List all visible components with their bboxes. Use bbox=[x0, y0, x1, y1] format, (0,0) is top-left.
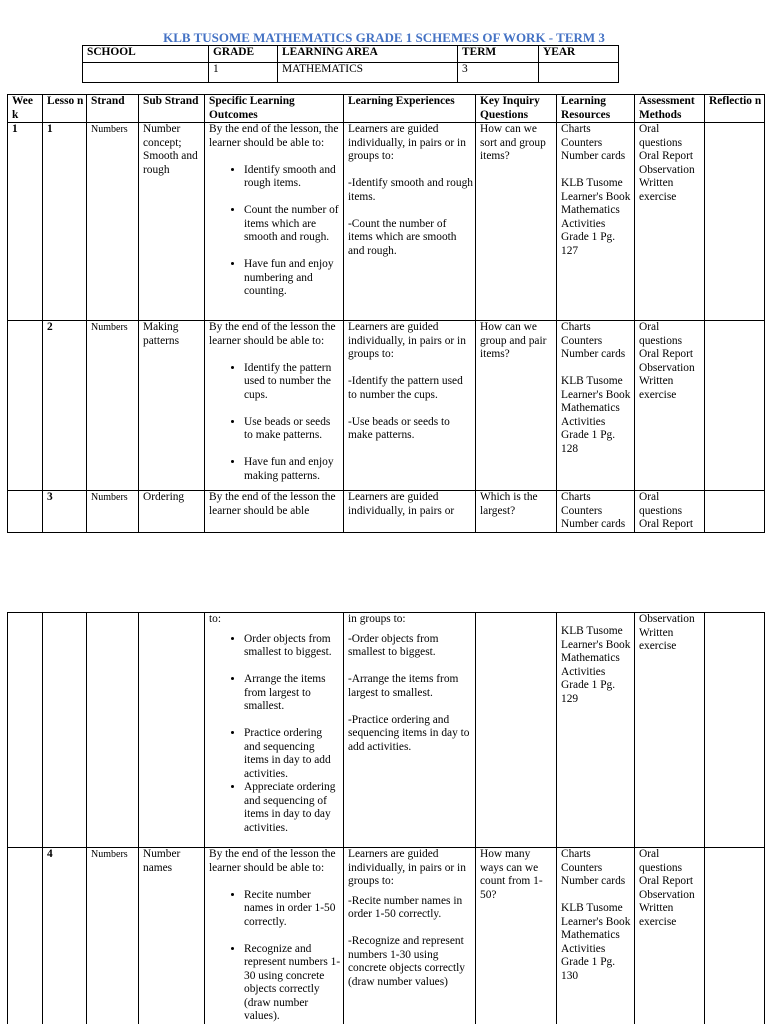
question-cell bbox=[476, 613, 557, 848]
table-row bbox=[8, 848, 765, 1024]
assessment-cell: Oral questions Oral Report Observation Written exercise bbox=[635, 321, 705, 491]
table-row bbox=[8, 123, 765, 321]
experience-item: -Recognize and represent numbers 1-30 using concrete objects correctly (draw number values) bbox=[348, 935, 466, 988]
experience-intro: Learners are guided individually, in pairs or in groups to: bbox=[348, 123, 466, 162]
experience-intro: Learners are guided individually, in pairs or in groups to: bbox=[348, 321, 466, 360]
column-header-assessment: Assessment Methods bbox=[635, 95, 705, 123]
experience-item: -Recite number names in order 1-50 correctly. bbox=[348, 894, 463, 920]
week-cell bbox=[8, 848, 43, 1024]
experiences-cell: Learners are guided individually, in pairs or bbox=[344, 491, 476, 533]
outcome-intro: By the end of the lesson the learner should be able to: bbox=[209, 321, 336, 347]
experiences-cell bbox=[344, 613, 476, 848]
reflection-cell bbox=[705, 848, 765, 1024]
outcome-item: • Identify smooth and rough items. bbox=[244, 164, 341, 191]
resources-materials: Charts Counters Number cards bbox=[561, 321, 626, 360]
outcome-item: • Have fun and enjoy numbering and counting. bbox=[244, 258, 341, 299]
outcome-item: • Use beads or seeds to make patterns. bbox=[244, 416, 341, 443]
info-value-year bbox=[539, 63, 619, 83]
lesson-cell: 4 bbox=[43, 848, 87, 1024]
resources-cell bbox=[557, 321, 635, 491]
reflection-cell bbox=[705, 321, 765, 491]
info-header-learning-area: LEARNING AREA bbox=[278, 46, 458, 63]
info-value-learning-area: MATHEMATICS bbox=[278, 63, 458, 83]
resources-book: KLB Tusome Learner's Book Mathematics Activities Grade 1 Pg. 129 bbox=[561, 625, 631, 705]
column-header-lesson: Lesso n bbox=[43, 95, 87, 123]
reflection-cell bbox=[705, 491, 765, 533]
assessment-cell: Observation Written exercise bbox=[635, 613, 705, 848]
table-row bbox=[8, 321, 765, 491]
info-value-term: 3 bbox=[458, 63, 539, 83]
experience-item: -Arrange the items from largest to smallest. bbox=[348, 673, 459, 699]
sub-strand-cell: Making patterns bbox=[139, 321, 205, 491]
experience-item: -Order objects from smallest to biggest. bbox=[348, 632, 439, 658]
experience-intro: Learners are guided individually, in pairs or in groups to: bbox=[348, 848, 466, 887]
outcomes-cell: By the end of the lesson the learner should be able bbox=[205, 491, 344, 533]
sub-strand-cell: Number names bbox=[139, 848, 205, 1024]
column-header-sub-strand: Sub Strand bbox=[139, 95, 205, 123]
outcomes-cell bbox=[205, 123, 344, 321]
question-cell: How many ways can we count from 1-50? bbox=[476, 848, 557, 1024]
table-row bbox=[8, 491, 765, 533]
question-cell: Which is the largest? bbox=[476, 491, 557, 533]
info-header-school: SCHOOL bbox=[83, 46, 209, 63]
question-cell: How can we group and pair items? bbox=[476, 321, 557, 491]
outcome-intro: By the end of the lesson, the learner should be able to: bbox=[209, 123, 339, 149]
outcome-item: • Have fun and enjoy making patterns. bbox=[244, 456, 341, 483]
resources-book: KLB Tusome Learner's Book Mathematics Activities Grade 1 Pg. 130 bbox=[561, 902, 631, 982]
resources-cell bbox=[557, 613, 635, 848]
column-header-experiences: Learning Experiences bbox=[344, 95, 476, 123]
experience-item: -Identify the pattern used to number the cups. bbox=[348, 375, 463, 401]
outcome-item: • Appreciate ordering and sequencing of items in day to day activities. bbox=[244, 781, 341, 835]
lesson-cell bbox=[43, 613, 87, 848]
column-header-week: Wee k bbox=[8, 95, 43, 123]
column-header-outcomes: Specific Learning Outcomes bbox=[205, 95, 344, 123]
strand-cell: Numbers bbox=[87, 123, 139, 321]
strand-cell: Numbers bbox=[87, 491, 139, 533]
outcome-item: • Arrange the items from largest to smallest. bbox=[244, 673, 341, 714]
experience-item: -Use beads or seeds to make patterns. bbox=[348, 415, 450, 441]
outcome-item: • Order objects from smallest to biggest. bbox=[244, 633, 341, 660]
reflection-cell bbox=[705, 613, 765, 848]
outcomes-cell bbox=[205, 613, 344, 848]
resources-cell bbox=[557, 848, 635, 1024]
strand-cell bbox=[87, 613, 139, 848]
resources-cell: Charts Counters Number cards bbox=[557, 491, 635, 533]
column-header-reflection: Reflectio n bbox=[705, 95, 765, 123]
sub-strand-cell bbox=[139, 613, 205, 848]
resources-book: KLB Tusome Learner's Book Mathematics Activities Grade 1 Pg. 127 bbox=[561, 177, 631, 257]
lesson-cell: 2 bbox=[43, 321, 87, 491]
info-value-school bbox=[83, 63, 209, 83]
lesson-cell: 3 bbox=[43, 491, 87, 533]
resources-cell bbox=[557, 123, 635, 321]
info-value-grade: 1 bbox=[209, 63, 278, 83]
info-header-grade: GRADE bbox=[209, 46, 278, 63]
week-cell bbox=[8, 491, 43, 533]
table-row bbox=[8, 613, 765, 848]
column-header-questions: Key Inquiry Questions bbox=[476, 95, 557, 123]
outcome-item: • Recite number names in order 1-50 correctly. bbox=[244, 889, 341, 930]
week-cell: 1 bbox=[8, 123, 43, 321]
assessment-cell: Oral questions Oral Report Observation Written exercise bbox=[635, 123, 705, 321]
outcome-intro: By the end of the lesson the learner should be able to: bbox=[209, 848, 336, 874]
strand-cell: Numbers bbox=[87, 321, 139, 491]
outcomes-cell bbox=[205, 321, 344, 491]
scheme-table-continued bbox=[7, 612, 765, 1024]
strand-cell: Numbers bbox=[87, 848, 139, 1024]
info-header-term: TERM bbox=[458, 46, 539, 63]
experiences-cell bbox=[344, 321, 476, 491]
sub-strand-cell: Number concept; Smooth and rough bbox=[139, 123, 205, 321]
outcomes-cell bbox=[205, 848, 344, 1024]
column-header-strand: Strand bbox=[87, 95, 139, 123]
resources-materials: Charts Counters Number cards bbox=[561, 123, 626, 162]
experiences-cell bbox=[344, 848, 476, 1024]
reflection-cell bbox=[705, 123, 765, 321]
week-cell bbox=[8, 613, 43, 848]
column-header-resources: Learning Resources bbox=[557, 95, 635, 123]
info-table bbox=[82, 45, 619, 83]
outcome-item: • Identify the pattern used to number the cups. bbox=[244, 362, 341, 403]
outcome-item: • Practice ordering and sequencing items in day to add activities. bbox=[244, 727, 341, 781]
outcome-item: • Count the number of items which are smooth and rough. bbox=[244, 204, 341, 245]
experience-item: -Count the number of items which are smooth and rough. bbox=[348, 217, 457, 257]
resources-materials: Charts Counters Number cards bbox=[561, 848, 626, 887]
lesson-cell: 1 bbox=[43, 123, 87, 321]
week-cell bbox=[8, 321, 43, 491]
assessment-cell: Oral questions Oral Report Observation Written exercise bbox=[635, 848, 705, 1024]
resources-book: KLB Tusome Learner's Book Mathematics Activities Grade 1 Pg. 128 bbox=[561, 375, 631, 455]
experiences-cell bbox=[344, 123, 476, 321]
document-title: KLB TUSOME MATHEMATICS GRADE 1 SCHEMES OF WORK - TERM 3 bbox=[163, 30, 605, 45]
experience-intro: in groups to: bbox=[348, 613, 406, 625]
outcome-intro: to: bbox=[209, 613, 222, 625]
outcome-item: • Recognize and represent numbers 1-30 using concrete objects correctly (draw number values). bbox=[244, 943, 341, 1024]
question-cell: How can we sort and group items? bbox=[476, 123, 557, 321]
sub-strand-cell: Ordering bbox=[139, 491, 205, 533]
experience-item: -Practice ordering and sequencing items in day to add activities. bbox=[348, 713, 470, 753]
assessment-cell: Oral questions Oral Report bbox=[635, 491, 705, 533]
scheme-table bbox=[7, 94, 765, 533]
experience-item: -Identify smooth and rough items. bbox=[348, 177, 473, 203]
info-header-year: YEAR bbox=[539, 46, 619, 63]
